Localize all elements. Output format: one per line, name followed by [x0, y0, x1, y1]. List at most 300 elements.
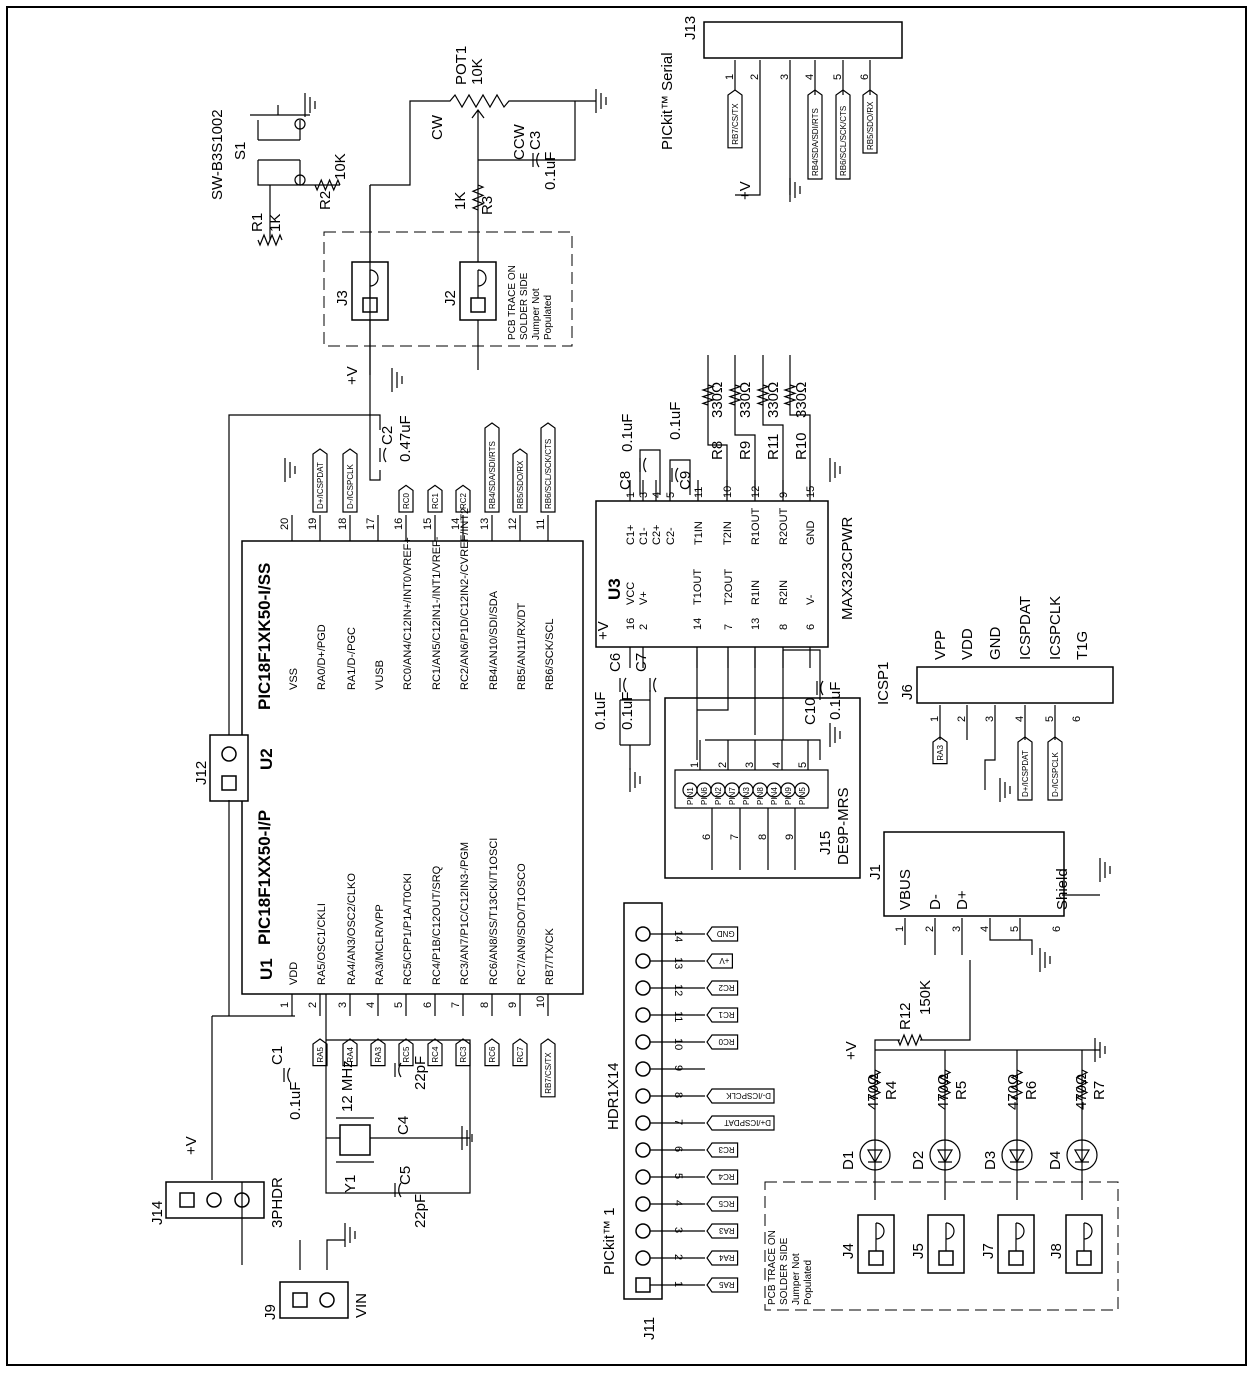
j1-pin-number: 2 — [924, 925, 936, 932]
net-tag — [313, 1039, 327, 1066]
net-tag — [707, 1143, 738, 1157]
j11-pin-number: 10 — [672, 1038, 684, 1051]
svg-text:RB5/SDO/RX: RB5/SDO/RX — [516, 460, 525, 509]
u3-pin-name: R1OUT — [750, 507, 762, 545]
u3-pin-number: 5 — [665, 491, 677, 498]
j15-pin-number: 2 — [717, 761, 729, 768]
j15-pin-number: 3 — [744, 761, 756, 768]
svg-text:+V: +V — [843, 1041, 860, 1060]
led-ref: D2 — [910, 1150, 927, 1170]
led-resistor-ref: R5 — [953, 1080, 970, 1100]
u2-pin-name: VUSB — [374, 660, 386, 690]
u2-pin-number: 18 — [337, 517, 349, 530]
r1-ref: R1 — [249, 212, 266, 232]
svg-text:RB5/SDO/RX: RB5/SDO/RX — [866, 101, 875, 150]
j11-pin-number: 4 — [672, 1200, 684, 1207]
j11-name: HDR1X14 — [605, 1062, 622, 1130]
rs232-resistor-value: 330Ω — [737, 381, 754, 418]
u1-pin-name: RC4/P1B/C12OUT/SRQ — [431, 865, 443, 985]
u3-pin-number: 15 — [805, 485, 817, 498]
svg-text:RA4: RA4 — [719, 1253, 735, 1262]
led-ref: D3 — [982, 1150, 999, 1170]
svg-text:SOLDER SIDE: SOLDER SIDE — [519, 272, 530, 340]
rs232-resistor-value: 330Ω — [793, 381, 810, 418]
db9-pin: PIN8 — [756, 787, 765, 805]
db9-pin: PIN1 — [686, 787, 695, 805]
u1-pin-number: 1 — [279, 1001, 291, 1008]
net-tag — [707, 1008, 738, 1022]
svg-text:D-/ICSPCLK: D-/ICSPCLK — [1051, 752, 1060, 797]
u3-name: MAX323CPWR — [839, 516, 856, 620]
j14-name: 3PHDR — [269, 1177, 286, 1228]
j11-pin-number: 14 — [672, 930, 684, 943]
j11-pin-number: 12 — [672, 984, 684, 997]
j13-title: PICkit™ Serial — [659, 52, 676, 150]
j6-pin-name: T1G — [1074, 630, 1091, 660]
j13-header — [704, 22, 902, 58]
u1-pin-number: 3 — [337, 1001, 349, 1008]
net-tag — [513, 1039, 527, 1066]
j6-ref: J6 — [899, 684, 916, 700]
j11-pin-number: 6 — [672, 1146, 684, 1153]
u1-pin-name: VDD — [288, 961, 300, 985]
cap-ref: C10 — [802, 697, 819, 725]
j15-pin-number: 1 — [689, 761, 701, 768]
led-resistor-value: 470Ω — [1005, 1073, 1022, 1110]
j6-pin-number: 2 — [956, 715, 968, 722]
cap-value: 0.1uF — [619, 413, 636, 452]
net-tag — [707, 1224, 738, 1238]
svg-text:D-/ICSPCLK: D-/ICSPCLK — [346, 464, 355, 509]
j12-jumper — [193, 735, 248, 801]
rs232-resistor-ref: R10 — [793, 432, 810, 460]
cap-ref: C5 — [397, 1165, 414, 1185]
j15-pin-number: 6 — [701, 833, 713, 840]
u2-pin-number: 19 — [307, 517, 319, 530]
u2-pin-number: 20 — [279, 517, 291, 530]
u2-pin-name: RB4/AN10/SDI/SDA — [488, 590, 500, 690]
net-tag — [456, 1039, 470, 1066]
j11-pin-number: 5 — [672, 1173, 684, 1180]
u3-pin-number: 2 — [638, 623, 650, 630]
svg-text:RB4/SDA/SDI/RTS: RB4/SDA/SDI/RTS — [811, 108, 820, 176]
svg-text:RC2: RC2 — [459, 492, 468, 509]
cap-value: 0.1uF — [542, 151, 559, 190]
u3-pin-number: 9 — [778, 491, 790, 498]
j6-pin-number: 1 — [929, 715, 941, 722]
u3-pin-name: C1- — [638, 527, 650, 545]
net-tag — [1048, 737, 1062, 800]
u2-pin-name: VSS — [288, 667, 300, 690]
j6-pin-name: ICSPDAT — [1017, 596, 1034, 660]
j1-pin-name: D+ — [954, 890, 971, 910]
j13-pin-number: 5 — [832, 73, 844, 80]
u1-pin-number: 5 — [393, 1001, 405, 1008]
net-tag — [728, 90, 742, 148]
svg-text:RC3: RC3 — [459, 1046, 468, 1063]
u1-pin-name: RB7/TX/CK — [544, 928, 556, 985]
cap-ref: C4 — [395, 1115, 412, 1135]
j15-ref: J15 — [817, 830, 834, 855]
j6-pin-number: 5 — [1044, 715, 1056, 722]
svg-text:RC4: RC4 — [718, 1172, 735, 1181]
led-resistor-ref: R7 — [1091, 1080, 1108, 1100]
u3-pin-number: 12 — [750, 485, 762, 498]
r3-ref: R3 — [479, 195, 496, 215]
j11-pin-number: 13 — [672, 957, 684, 970]
crystal-y1 — [336, 1060, 374, 1193]
net-tag — [485, 423, 499, 512]
u1-pin-name: RC3/AN7/P1C/C12IN3-/PGM — [459, 841, 471, 985]
svg-text:RC5: RC5 — [402, 1046, 411, 1063]
svg-text:RC0: RC0 — [718, 1037, 735, 1046]
svg-text:Populated: Populated — [803, 1259, 814, 1305]
u2-pin-number: 12 — [507, 517, 519, 530]
svg-text:RB7/CS/TX: RB7/CS/TX — [544, 1052, 553, 1094]
j13-pin-number: 1 — [724, 73, 736, 80]
svg-text:RB6/SCL/SCK/CTS: RB6/SCL/SCK/CTS — [544, 438, 553, 509]
db9-pin: PIN6 — [700, 787, 709, 805]
db9-pin: PIN3 — [742, 787, 751, 805]
j1-pin-number: 3 — [951, 925, 963, 932]
db9-pin: PIN5 — [798, 787, 807, 805]
net-tag — [707, 1170, 738, 1184]
net-tag — [707, 954, 732, 968]
u1-pin-name: RC6/AN8/SS/T13CKI/T1OSCI — [488, 837, 500, 985]
rs232-resistor-ref: R11 — [765, 433, 782, 460]
svg-text:Populated: Populated — [543, 294, 554, 340]
net-tag — [513, 449, 527, 512]
u1-pin-number: 2 — [307, 1001, 319, 1008]
cap-ref: C1 — [269, 1045, 286, 1065]
net-tag — [707, 927, 738, 941]
r2-ref: R2 — [317, 190, 334, 210]
db9-pin: PIN2 — [714, 787, 723, 805]
jumper-ref: J4 — [840, 1243, 857, 1259]
u3-pin-number: 10 — [722, 485, 734, 498]
cap-ref: C9 — [677, 470, 694, 490]
j11-pin-number: 7 — [672, 1119, 684, 1126]
jumper-ref: J3 — [334, 290, 351, 306]
j11-title: PICkit™ 1 — [601, 1207, 618, 1275]
u3-pin-name: R1IN — [750, 579, 762, 605]
j6-pin-number: 3 — [984, 715, 996, 722]
u2-pin-number: 13 — [479, 517, 491, 530]
j11-pin-number: 8 — [672, 1092, 684, 1099]
u1-pin-number: 6 — [422, 1001, 434, 1008]
svg-text:+V: +V — [183, 1136, 200, 1155]
u2-pin-name: RC0/AN4/C12IN+/INT0/VREF+ — [402, 537, 414, 690]
j6-pin-name: ICSPCLK — [1047, 595, 1064, 660]
cap-ref: C8 — [617, 470, 634, 490]
net-tag — [707, 1089, 774, 1103]
svg-text:Jumper Not: Jumper Not — [531, 288, 542, 340]
j6-header — [917, 667, 1113, 703]
u1-pin-number: 9 — [507, 1001, 519, 1008]
j1-pin-number: 1 — [894, 925, 906, 932]
j1-pin-name: VBUS — [897, 869, 914, 910]
cap-ref: C3 — [527, 130, 544, 150]
net-tag — [399, 1039, 413, 1066]
svg-text:RA4: RA4 — [346, 1047, 355, 1063]
j9-name: VIN — [353, 1292, 370, 1318]
j15-pin-number: 5 — [797, 761, 809, 768]
j6-pin-number: 6 — [1071, 715, 1083, 722]
rs232-resistor-value: 330Ω — [765, 381, 782, 418]
svg-text:D+/ICSPDAT: D+/ICSPDAT — [1021, 750, 1030, 797]
u3-pin-name: T1OUT — [692, 568, 704, 605]
j14-header — [149, 1177, 286, 1228]
j15-name: DE9P-MRS — [835, 787, 852, 865]
note-top — [507, 265, 554, 340]
net-tag — [1018, 737, 1032, 800]
y1-value: 12 MHz — [339, 1060, 356, 1112]
led-resistor-value: 470Ω — [865, 1073, 882, 1110]
svg-text:RC6: RC6 — [488, 1046, 497, 1063]
led-resistor-ref: R6 — [1023, 1080, 1040, 1100]
u3-pin-name: V+ — [638, 591, 650, 605]
pot1-cw: CW — [429, 115, 446, 140]
net-tag — [313, 449, 327, 512]
svg-text:RC1: RC1 — [431, 492, 440, 509]
j14-ref: J14 — [149, 1200, 166, 1225]
j6-pin-name: VPP — [932, 629, 949, 660]
u3-pin-number: 11 — [693, 486, 705, 498]
net-tag — [541, 423, 555, 512]
u1-pin-name: RC7/AN9/SDO/T1OSCO — [516, 863, 528, 985]
u3-pin-number: 8 — [778, 623, 790, 630]
net-tag — [863, 90, 877, 153]
svg-text:RC1: RC1 — [718, 1010, 735, 1019]
u1-pin-number: 7 — [450, 1001, 462, 1008]
cap-value: 22pF — [412, 1055, 429, 1090]
u1-pin-number: 8 — [479, 1001, 491, 1008]
led-resistor-value: 470Ω — [935, 1073, 952, 1110]
svg-text:RC5: RC5 — [718, 1199, 735, 1208]
svg-text:RC4: RC4 — [431, 1046, 440, 1063]
u3-ref: U3 — [605, 578, 624, 600]
u3-pin-number: 14 — [692, 617, 704, 630]
net-tag — [933, 737, 947, 764]
net-tag — [399, 485, 413, 512]
j13-pin-number: 2 — [749, 73, 761, 80]
s1-switch — [209, 105, 310, 200]
u1-pin-number: 4 — [365, 1001, 377, 1008]
svg-text:RA3: RA3 — [719, 1226, 735, 1235]
u3-pin-name: T1IN — [693, 521, 705, 545]
pot1-value: 10K — [469, 58, 486, 85]
jumper-ref: J5 — [910, 1243, 927, 1259]
svg-text:RC7: RC7 — [516, 1046, 525, 1063]
cap-ref: C6 — [607, 652, 624, 672]
u3-pin-name: R2OUT — [778, 507, 790, 545]
jumper-ref: J7 — [980, 1243, 997, 1259]
u2-pin-number: 16 — [393, 517, 405, 530]
net-tag — [541, 1039, 555, 1097]
r12-value: 150K — [917, 979, 934, 1015]
j6-pin-name: GND — [987, 626, 1004, 660]
u1-pin-name: RA3/MCLR/VPP — [374, 904, 386, 985]
net-tag — [707, 1035, 738, 1049]
db9-pin: PIN9 — [784, 787, 793, 805]
u2-pin-name: RC2/AN6/P1D/C12IN2-/CVREF/INT2 — [459, 507, 471, 690]
pot1-ref: POT1 — [453, 45, 470, 85]
cap-value: 0.1uF — [667, 401, 684, 440]
svg-text:+V: +V — [344, 366, 361, 385]
led-ref: D4 — [1047, 1150, 1064, 1170]
u2-pin-name: RA0/D+/PGD — [316, 624, 328, 690]
u2-pin-name: RC1/AN5/C12IN1-/INT1/VREF- — [431, 536, 443, 690]
u3-pin-name: C2- — [665, 527, 677, 545]
u1-ref: U1 — [257, 958, 276, 980]
jumper-ref: J2 — [442, 290, 459, 306]
led-ref: D1 — [840, 1150, 857, 1170]
s1-name: SW-B3S1002 — [209, 109, 226, 200]
u3-pin-number: 7 — [723, 623, 735, 630]
cap-value: 0.1uF — [287, 1081, 304, 1120]
u3-pin-name: T2OUT — [723, 568, 735, 605]
r2-value: 10K — [332, 153, 349, 180]
net-tag — [707, 1278, 738, 1292]
svg-text:RC3: RC3 — [718, 1145, 735, 1154]
svg-text:RA5: RA5 — [316, 1047, 325, 1063]
svg-text:SOLDER SIDE: SOLDER SIDE — [779, 1237, 790, 1305]
j13-pin-number: 3 — [779, 73, 791, 80]
cap-value: 0.47uF — [397, 415, 414, 462]
s1-ref: S1 — [232, 141, 249, 160]
pot1-ccw: CCW — [511, 124, 528, 160]
u3-pin-name: R2IN — [778, 579, 790, 605]
u3-pin-number: 16 — [625, 617, 637, 630]
db9-pin: PIN4 — [770, 787, 779, 805]
u3-pin-number: 13 — [750, 617, 762, 630]
j9-ref: J9 — [262, 1304, 279, 1320]
net-tag — [428, 1039, 442, 1066]
svg-text:RC2: RC2 — [718, 983, 735, 992]
u3-pin-number: 6 — [805, 623, 817, 630]
cap-value: 22pF — [412, 1193, 429, 1228]
led-resistor-value: 470Ω — [1073, 1073, 1090, 1110]
jumper-ref: J8 — [1048, 1243, 1065, 1259]
j13-pins — [724, 74, 871, 80]
svg-text:D-/ICSPCLK: D-/ICSPCLK — [726, 1091, 771, 1100]
j15-pin-number: 7 — [729, 833, 741, 840]
j1-pin-number: 6 — [1051, 925, 1063, 932]
u2-pin-number: 15 — [422, 517, 434, 530]
net-tag — [343, 449, 357, 512]
u2-pin-number: 14 — [450, 517, 462, 530]
svg-text:RB7/CS/TX: RB7/CS/TX — [731, 103, 740, 145]
j11-ref: J11 — [641, 1316, 658, 1340]
u3-pin-name: GND — [805, 520, 817, 545]
svg-text:GND: GND — [716, 929, 735, 938]
cap-ref: C7 — [633, 652, 650, 672]
cap-value: 0.1uF — [619, 691, 636, 730]
u2-name: PIC18F1XK50-I/SS — [255, 562, 274, 710]
led-resistor-ref: R4 — [883, 1080, 900, 1100]
j15-pin-number: 9 — [784, 833, 796, 840]
j13-ref: J13 — [682, 15, 699, 40]
u3-pin-number: 1 — [625, 491, 637, 498]
svg-text:PCB TRACE ON: PCB TRACE ON — [767, 1230, 778, 1305]
u3-pin-name: C1+ — [625, 524, 637, 545]
j12-ref: J12 — [193, 760, 210, 785]
j11-pin-number: 9 — [672, 1065, 684, 1072]
j11-pin-number: 11 — [672, 1011, 684, 1023]
u3-pin-name: C2+ — [651, 524, 663, 545]
net-tag — [707, 1116, 774, 1130]
svg-text:+V: +V — [719, 956, 730, 965]
j6-title: ICSP1 — [875, 661, 892, 705]
u3-pin-number: 3 — [638, 491, 650, 498]
net-tag — [707, 1251, 738, 1265]
cap-value: 0.1uF — [827, 681, 844, 720]
net-tag — [343, 1039, 357, 1066]
j13-pin-number: 4 — [804, 73, 816, 80]
u1-pin-name: RC5/CPP1/P1A/T0CKI — [402, 873, 414, 985]
j1-ref: J1 — [867, 864, 884, 880]
net-tag — [707, 1197, 738, 1211]
j11-pin-number: 1 — [672, 1281, 684, 1288]
j1-pin-number: 4 — [979, 925, 991, 932]
j9-header — [262, 1282, 370, 1320]
svg-text:D+/ICSPDAT: D+/ICSPDAT — [724, 1118, 771, 1127]
svg-text:+V: +V — [595, 621, 612, 640]
u3-pin-number: 4 — [651, 491, 663, 498]
net-tag — [371, 1039, 385, 1066]
svg-text:RC0: RC0 — [402, 492, 411, 509]
j15-pin-number: 8 — [757, 833, 769, 840]
u2-ref: U2 — [257, 748, 276, 770]
j6-pin-number: 4 — [1014, 715, 1026, 722]
svg-text:PCB TRACE ON: PCB TRACE ON — [507, 265, 518, 340]
u2-pin-number: 17 — [365, 517, 377, 530]
r1-value: 1K — [267, 213, 284, 232]
svg-text:RA3: RA3 — [374, 1047, 383, 1063]
net-tag — [428, 485, 442, 512]
j11-pin-number: 2 — [672, 1254, 684, 1261]
j15-pin-number: 4 — [771, 761, 783, 768]
y1-ref: Y1 — [342, 1174, 359, 1193]
svg-text:+V: +V — [737, 181, 754, 200]
led-symbols — [840, 1140, 1097, 1170]
j13-pin-number: 6 — [859, 73, 871, 80]
j6-pin-name: VDD — [959, 628, 976, 660]
j11-pin-number: 3 — [672, 1227, 684, 1234]
svg-text:D+/ICSPDAT: D+/ICSPDAT — [316, 462, 325, 509]
u3-pin-name: VCC — [625, 581, 637, 605]
j1-pin-name: Shield — [1054, 868, 1071, 910]
net-tag — [707, 981, 738, 995]
j1-pin-name: D- — [927, 894, 944, 910]
net-tag — [836, 90, 850, 179]
u2-pin-name: RA1/D-/PGC — [346, 627, 358, 690]
u2-pin-name: RB5/AN11/RX/DT — [516, 602, 528, 690]
j1-pin-number: 5 — [1009, 925, 1021, 932]
svg-text:Jumper Not: Jumper Not — [791, 1253, 802, 1305]
net-tag — [808, 90, 822, 179]
u3-pin-name: V- — [805, 594, 817, 605]
u2-pin-name: RB6/SCK/SCL — [544, 618, 556, 690]
u3-pin-name: T2IN — [722, 521, 734, 545]
net-tag — [485, 1039, 499, 1066]
svg-text:RA5: RA5 — [719, 1280, 735, 1289]
cap-value: 0.1uF — [592, 691, 609, 730]
svg-text:RA3: RA3 — [936, 745, 945, 761]
note-bottom — [767, 1230, 814, 1305]
rs232-resistor-ref: R8 — [709, 440, 726, 460]
u2-pin-number: 11 — [535, 518, 547, 530]
